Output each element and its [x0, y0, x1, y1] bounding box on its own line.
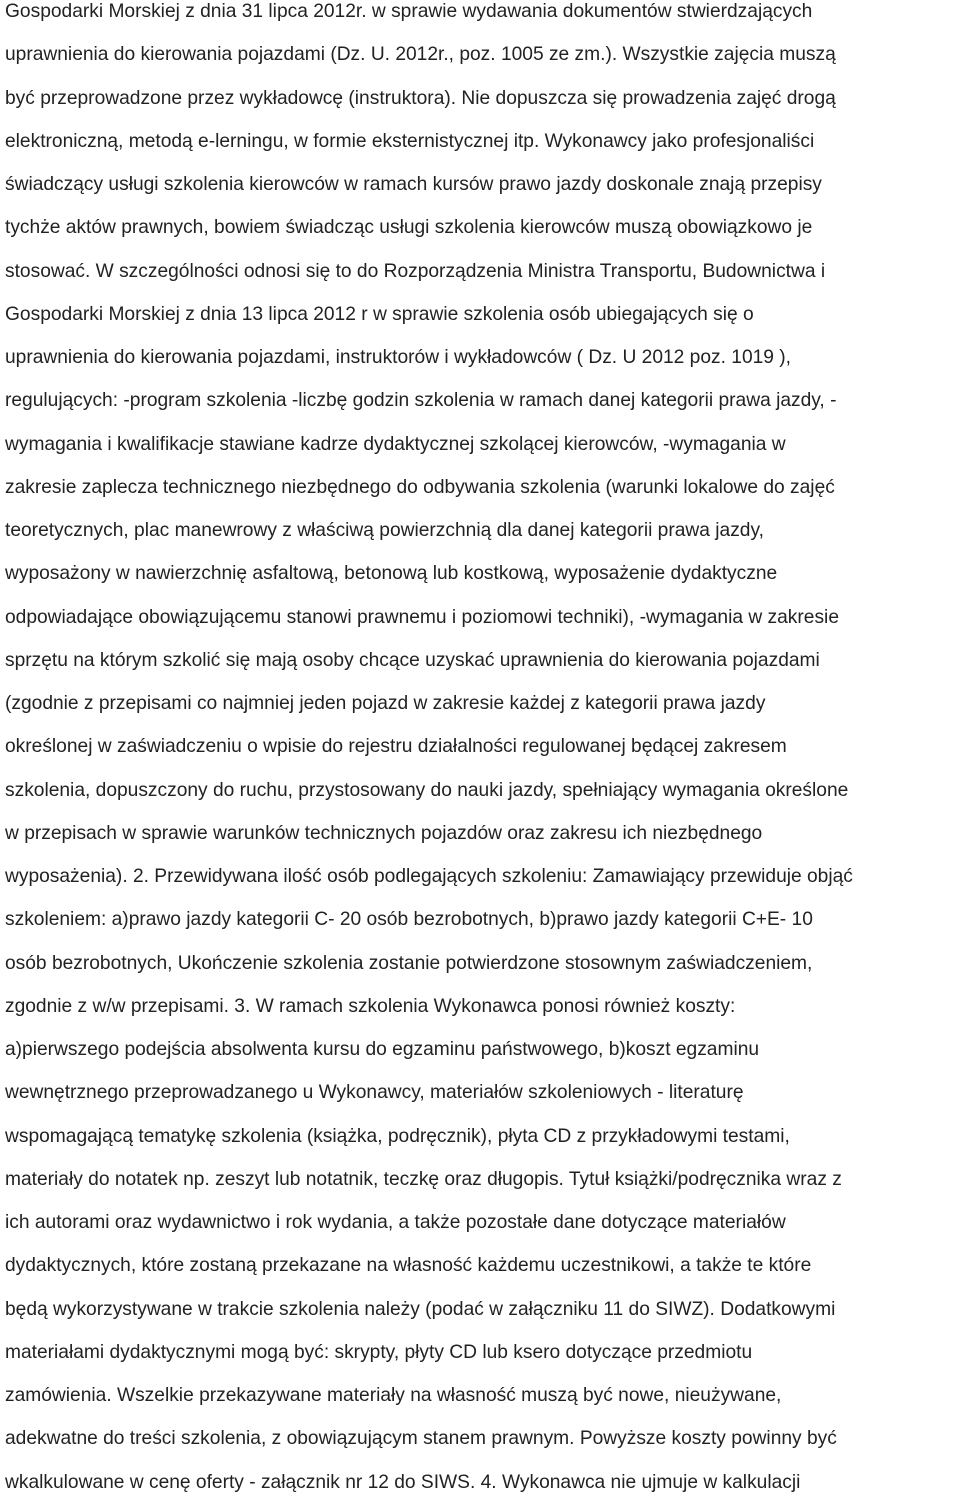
- text-line: Gospodarki Morskiej z dnia 31 lipca 2012r. w sprawie wydawania dokumentów stwierdzających: [5, 1, 813, 22]
- text-line: wspomagającą tematykę szkolenia (książka, podręcznik), płyta CD z przykładowymi testami,: [5, 1125, 790, 1147]
- text-line: wkalkulowane w cenę oferty - załącznik nr 12 do SIWS. 4. Wykonawca nie ujmuje w kalkulacji: [5, 1471, 801, 1493]
- text-line: elektroniczną, metodą e-lerningu, w formie eksternistycznej itp. Wykonawcy jako profesjonaliści: [5, 130, 815, 152]
- text-line: zgodnie z w/w przepisami. 3. W ramach szkolenia Wykonawca ponosi również koszty:: [5, 995, 736, 1017]
- text-line: określonej w zaświadczeniu o wpisie do rejestru działalności regulowanej będącej zakresem: [5, 736, 787, 758]
- text-line: uprawnienia do kierowania pojazdami, instruktorów i wykładowców ( Dz. U 2012 poz. 1019 ),: [5, 347, 792, 368]
- text-line: szkoleniem: a)prawo jazdy kategorii C- 20 osób bezrobotnych, b)prawo jazdy kategorii C+E- 10: [5, 909, 813, 931]
- text-line: tychże aktów prawnych, bowiem świadcząc usługi szkolenia kierowców muszą obowiązkowo je: [5, 217, 813, 239]
- text-line: Gospodarki Morskiej z dnia 13 lipca 2012 r w sprawie szkolenia osób ubiegających się o: [5, 303, 754, 325]
- text-line: regulujących: -program szkolenia -liczbę godzin szkolenia w ramach danej kategorii prawa jazdy, -: [5, 390, 837, 412]
- text-line: być przeprowadzone przez wykładowcę (instruktora). Nie dopuszcza się prowadzenia zajęć drogą: [5, 87, 836, 109]
- text-line: zakresie zaplecza technicznego niezbędnego do odbywania szkolenia (warunki lokalowe do zajęć: [5, 476, 835, 498]
- text-line: świadczący usługi szkolenia kierowców w ramach kursów prawo jazdy doskonale znają przepisy: [5, 174, 822, 195]
- text-line: materiałami dydaktycznymi mogą być: skrypty, płyty CD lub ksero dotyczące przedmiotu: [5, 1341, 753, 1363]
- text-line: stosować. W szczególności odnosi się to do Rozporządzenia Ministra Transportu, Budownictwa i: [5, 260, 826, 282]
- text-line: (zgodnie z przepisami co najmniej jeden pojazd w zakresie każdej z kategorii prawa jazdy: [5, 693, 766, 714]
- text-line: odpowiadające obowiązującemu stanowi prawnemu i poziomowi techniki), -wymagania w zakresie: [5, 606, 839, 628]
- text-line: uprawnienia do kierowania pojazdami (Dz. U. 2012r., poz. 1005 ze zm.). Wszystkie zajęcia muszą: [5, 44, 836, 66]
- text-line: wyposażenia). 2. Przewidywana ilość osób podlegających szkoleniu: Zamawiający przewiduje objąć: [5, 866, 853, 887]
- text-line: wewnętrznego przeprowadzanego u Wykonawcy, materiałów szkoleniowych - literaturę: [5, 1082, 744, 1104]
- text-line: materiały do notatek np. zeszyt lub notatnik, teczkę oraz długopis. Tytuł książki/podręcznika wraz z: [5, 1168, 842, 1190]
- text-line: sprzętu na którym szkolić się mają osoby chcące uzyskać uprawnienia do kierowania pojazdami: [5, 649, 820, 671]
- text-line: adekwatne do treści szkolenia, z obowiązującym stanem prawnym. Powyższe koszty powinny być: [5, 1428, 837, 1450]
- text-line: dydaktycznych, które zostaną przekazane na własność każdemu uczestnikowi, a także te które: [5, 1255, 812, 1277]
- text-line: ich autorami oraz wydawnictwo i rok wydania, a także pozostałe dane dotyczące materiałów: [5, 1212, 786, 1233]
- text-line: wymagania i kwalifikacje stawiane kadrze dydaktycznej szkolącej kierowców, -wymagania w: [5, 433, 786, 455]
- text-line: wyposażony w nawierzchnię asfaltową, betonową lub kostkową, wyposażenie dydaktyczne: [5, 563, 778, 585]
- text-line: będą wykorzystywane w trakcie szkolenia należy (podać w załączniku 11 do SIWZ). Dodatkowymi: [5, 1298, 836, 1320]
- text-line: teoretycznych, plac manewrowy z właściwą powierzchnią dla danej kategorii prawa jazdy,: [5, 520, 764, 541]
- text-line: osób bezrobotnych, Ukończenie szkolenia zostanie potwierdzone stosownym zaświadczeniem,: [5, 952, 813, 974]
- text-line: a)pierwszego podejścia absolwenta kursu do egzaminu państwowego, b)koszt egzaminu: [5, 1039, 760, 1060]
- text-line: szkolenia, dopuszczony do ruchu, przystosowany do nauki jazdy, spełniający wymagania określone: [5, 779, 849, 801]
- text-line: w przepisach w sprawie warunków technicznych pojazdów oraz zakresu ich niezbędnego: [5, 822, 763, 844]
- text-line: zamówienia. Wszelkie przekazywane materiały na własność muszą być nowe, nieużywane,: [5, 1385, 782, 1406]
